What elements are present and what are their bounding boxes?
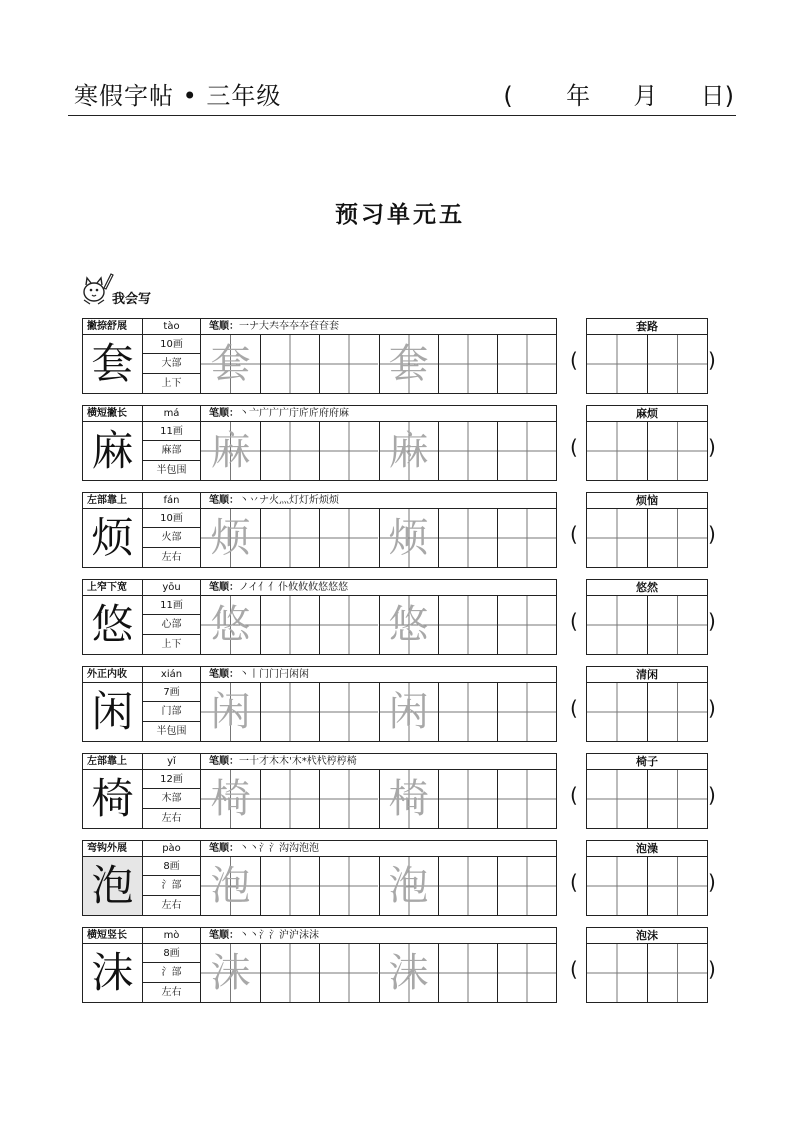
word-writing-cell[interactable] [587,422,647,480]
stroke-sequence: 丶丶氵氵沪沪沫沫 [239,930,319,941]
word-label: 泡澡 [587,841,707,857]
stroke-order [201,754,556,770]
word-card [586,840,708,916]
writing-tip: 左部靠上 [83,493,143,509]
structure: 左右 [161,551,182,563]
pinyin: yōu [143,580,201,596]
trace-cell: 烦 [379,509,438,567]
word-label: 悠然 [587,580,707,596]
trace-cell: 套 [201,335,260,393]
writing-cell[interactable] [497,683,556,741]
model-character: 泡 [83,857,143,915]
structure: 半包围 [156,725,187,737]
writing-cell[interactable] [319,683,378,741]
writing-cell[interactable] [438,857,497,915]
word-writing-cell[interactable] [587,770,647,828]
practice-row [82,405,734,481]
word-writing-cell[interactable] [587,857,647,915]
model-character: 闲 [83,683,143,741]
trace-cell: 沫 [201,944,260,1002]
word-writing-cell[interactable] [647,683,707,741]
writing-cell[interactable] [438,770,497,828]
radical: 火部 [143,528,200,547]
word-label: 椅子 [587,754,707,770]
word-label: 麻烦 [587,406,707,422]
writing-cell[interactable] [497,509,556,567]
stroke-count: 11画 [143,596,200,615]
cat-pencil-icon [78,270,114,306]
structure: 上下 [161,638,182,650]
practice-row [82,318,734,394]
trace-cell: 悠 [201,596,260,654]
word-card [586,318,708,394]
trace-cell: 烦 [201,509,260,567]
character-card [82,405,557,481]
trace-cell: 闲 [201,683,260,741]
word-writing-cell[interactable] [587,944,647,1002]
writing-tip: 外正内收 [83,667,143,683]
structure: 左右 [161,812,182,824]
pinyin: yǐ [143,754,201,770]
word-grid [587,770,707,828]
word-writing-cell[interactable] [587,683,647,741]
stroke-order [201,319,556,335]
word-writing-cell[interactable] [647,944,707,1002]
trace-cell: 闲 [379,683,438,741]
character-card [82,492,557,568]
stroke-count: 8画 [143,857,200,876]
writing-cell[interactable] [497,944,556,1002]
word-label: 泡沫 [587,928,707,944]
stroke-order [201,493,556,509]
paren-open: ( [570,522,578,546]
character-info [143,683,201,741]
paren-open: ( [570,435,578,459]
word-writing-cell[interactable] [647,770,707,828]
writing-cell[interactable] [319,770,378,828]
stroke-label: 笔顺： [209,321,239,332]
stroke-label: 笔顺： [209,582,239,593]
stroke-label: 笔顺： [209,843,239,854]
trace-cell: 麻 [379,422,438,480]
character-card [82,840,557,916]
word-writing-cell[interactable] [587,596,647,654]
paren-open: ( [570,609,578,633]
word-card [586,405,708,481]
structure: 左右 [161,899,182,911]
word-grid [587,509,707,567]
writing-cell[interactable] [438,335,497,393]
paren-close: ) [708,435,716,459]
model-character: 麻 [83,422,143,480]
word-card [586,579,708,655]
writing-cell[interactable] [319,857,378,915]
stroke-sequence: 丶丷ナ火灬灯灯炘烦烦 [239,495,339,506]
paren-open: ( [570,870,578,894]
stroke-order [201,928,556,944]
writing-cell[interactable] [497,422,556,480]
stroke-order [201,406,556,422]
trace-cell: 椅 [201,770,260,828]
character-info [143,770,201,828]
trace-cell: 麻 [201,422,260,480]
word-grid [587,944,707,1002]
writing-cell[interactable] [260,509,319,567]
radical: 门部 [143,702,200,721]
practice-row [82,753,734,829]
stroke-sequence: 一十才木木'木*杙杙梈梈椅 [239,756,357,767]
pinyin: fán [143,493,201,509]
writing-cell[interactable] [497,770,556,828]
character-info [143,944,201,1002]
writing-cell[interactable] [319,422,378,480]
writing-cell[interactable] [260,596,319,654]
stroke-sequence: ノイ亻亻仆攸攸攸悠悠悠 [239,582,349,593]
practice-grid [201,422,556,480]
stroke-sequence: 丶亠广广广庁庍庍府府麻 [239,408,349,419]
header-title: 寒假字帖 • 三年级 [74,82,282,110]
writing-cell[interactable] [319,335,378,393]
pinyin: má [143,406,201,422]
stroke-order [201,580,556,596]
word-grid [587,335,707,393]
practice-grid [201,770,556,828]
word-card [586,927,708,1003]
writing-cell[interactable] [497,596,556,654]
word-grid [587,596,707,654]
word-writing-cell[interactable] [647,422,707,480]
word-writing-cell[interactable] [587,335,647,393]
character-info [143,596,201,654]
paren-close: ) [708,609,716,633]
model-character: 沫 [83,944,143,1002]
writing-cell[interactable] [260,335,319,393]
pinyin: xián [143,667,201,683]
word-writing-cell[interactable] [647,596,707,654]
writing-cell[interactable] [319,596,378,654]
paren-open: ( [570,348,578,372]
writing-cell[interactable] [497,335,556,393]
character-card [82,579,557,655]
writing-tip: 撇捺舒展 [83,319,143,335]
trace-cell: 套 [379,335,438,393]
writing-tip: 弯钩外展 [83,841,143,857]
trace-cell: 悠 [379,596,438,654]
trace-cell: 泡 [379,857,438,915]
practice-grid [201,683,556,741]
character-card [82,927,557,1003]
structure: 左右 [161,986,182,998]
word-grid [587,683,707,741]
stroke-label: 笔顺： [209,930,239,941]
page-header [68,70,736,116]
word-card [586,753,708,829]
header-date [503,76,734,111]
trace-cell: 泡 [201,857,260,915]
writing-tip: 上窄下宽 [83,580,143,596]
practice-row [82,840,734,916]
stroke-count: 10画 [143,335,200,354]
word-grid [587,857,707,915]
writing-cell[interactable] [497,857,556,915]
word-card [586,666,708,742]
stroke-count: 12画 [143,770,200,789]
stroke-sequence: 丶丨门门闩闲闲 [239,669,309,680]
date-day: 日) [700,82,734,110]
word-label: 烦恼 [587,493,707,509]
date-year: 年 [566,82,591,110]
model-character: 烦 [83,509,143,567]
writing-cell[interactable] [319,944,378,1002]
writing-cell[interactable] [260,770,319,828]
model-character: 套 [83,335,143,393]
model-character: 悠 [83,596,143,654]
structure: 上下 [161,377,182,389]
pinyin: pào [143,841,201,857]
radical: 麻部 [143,441,200,460]
character-card [82,666,557,742]
page-title: 预习单元五 [335,201,465,228]
word-writing-cell[interactable] [647,509,707,567]
radical: 大部 [143,354,200,373]
paren-close: ) [708,696,716,720]
paren-close: ) [708,870,716,894]
date-open-paren: ( [503,82,513,110]
writing-cell[interactable] [438,509,497,567]
paren-close: ) [708,783,716,807]
practice-grid [201,509,556,567]
word-writing-cell[interactable] [587,509,647,567]
practice-row [82,492,734,568]
writing-cell[interactable] [260,683,319,741]
writing-cell[interactable] [438,422,497,480]
character-info [143,422,201,480]
character-info [143,509,201,567]
word-label: 清闲 [587,667,707,683]
stroke-order [201,841,556,857]
trace-cell: 沫 [379,944,438,1002]
practice-grid [201,944,556,1002]
word-writing-cell[interactable] [647,857,707,915]
word-writing-cell[interactable] [647,335,707,393]
writing-cell[interactable] [438,944,497,1002]
pinyin: tào [143,319,201,335]
stroke-sequence: 丶丶氵氵沟沟泡泡 [239,843,319,854]
character-info [143,335,201,393]
model-character: 椅 [83,770,143,828]
practice-grid [201,335,556,393]
stroke-sequence: 一ナ大𡗗夲夲夲奆奆套 [239,321,339,332]
paren-close: ) [708,522,716,546]
structure: 半包围 [156,464,187,476]
stroke-count: 11画 [143,422,200,441]
radical: 心部 [143,615,200,634]
pinyin: mò [143,928,201,944]
writing-cell[interactable] [260,857,319,915]
practice-grid [201,596,556,654]
writing-cell[interactable] [260,944,319,1002]
writing-tip: 横短撇长 [83,406,143,422]
writing-cell[interactable] [260,422,319,480]
radical: 氵部 [143,876,200,895]
practice-row [82,579,734,655]
stroke-count: 7画 [143,683,200,702]
paren-close: ) [708,348,716,372]
writing-cell[interactable] [438,596,497,654]
stroke-order [201,667,556,683]
stroke-count: 8画 [143,944,200,963]
writing-cell[interactable] [438,683,497,741]
word-grid [587,422,707,480]
writing-tip: 横短竖长 [83,928,143,944]
word-label: 套路 [587,319,707,335]
date-month: 月 [633,82,658,110]
paren-open: ( [570,957,578,981]
radical: 木部 [143,789,200,808]
practice-grid [201,857,556,915]
practice-row [82,666,734,742]
writing-cell[interactable] [319,509,378,567]
stroke-count: 10画 [143,509,200,528]
section-label-text: 我会写 [112,292,152,307]
practice-row [82,927,734,1003]
character-card [82,318,557,394]
stroke-label: 笔顺： [209,408,239,419]
stroke-label: 笔顺： [209,669,239,680]
character-card [82,753,557,829]
stroke-label: 笔顺： [209,495,239,506]
paren-open: ( [570,783,578,807]
writing-tip: 左部靠上 [83,754,143,770]
character-info [143,857,201,915]
radical: 氵部 [143,963,200,982]
trace-cell: 椅 [379,770,438,828]
paren-open: ( [570,696,578,720]
paren-close: ) [708,957,716,981]
stroke-label: 笔顺： [209,756,239,767]
word-card [586,492,708,568]
